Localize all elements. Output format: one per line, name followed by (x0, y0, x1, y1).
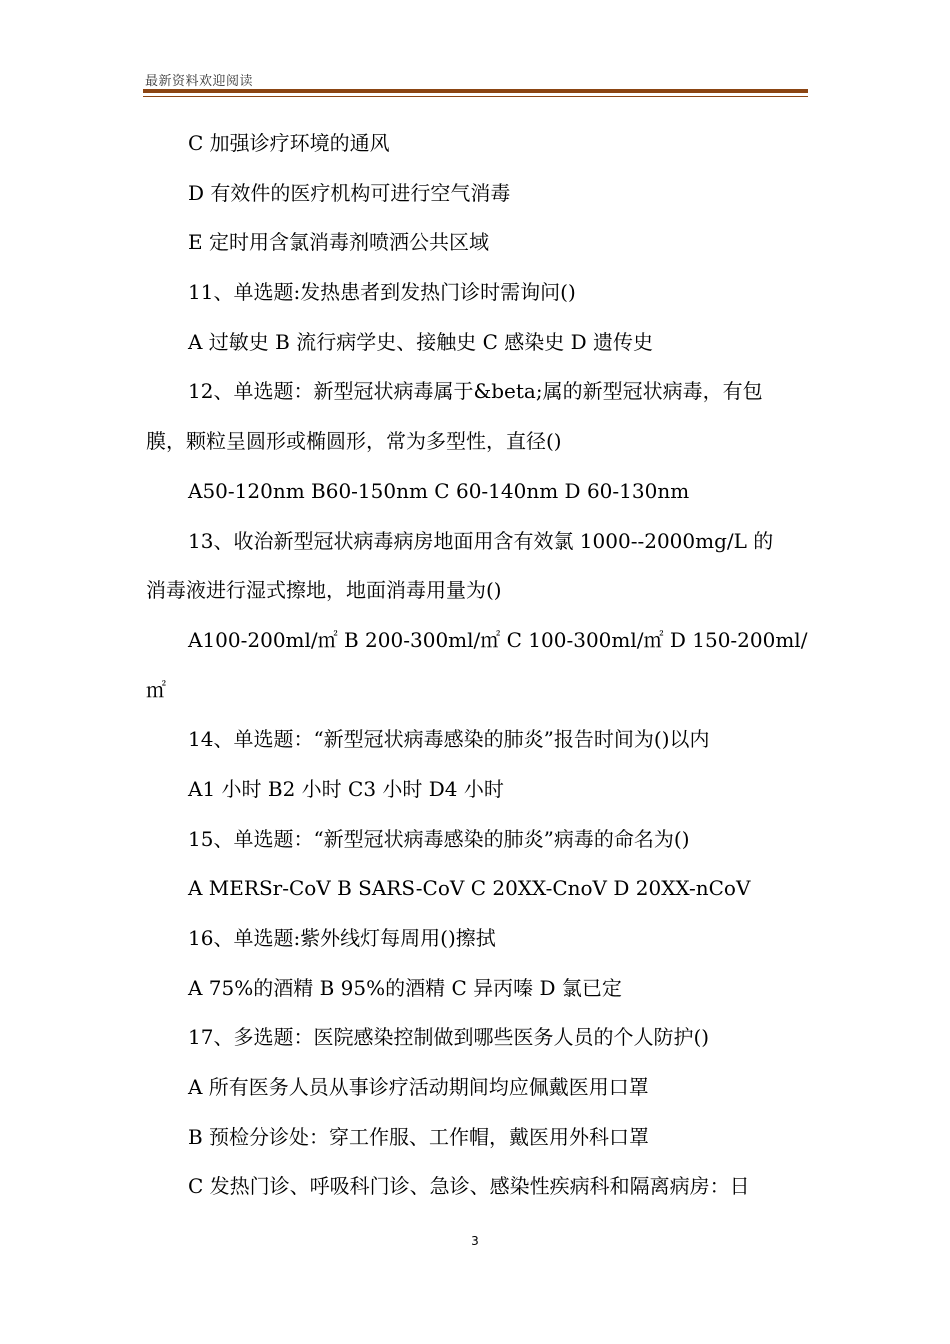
question-13-continued: 消毒液进行湿式擦地，地面消毒用量为() (146, 578, 502, 603)
question-15: 15、单选题：“新型冠状病毒感染的肺炎”病毒的命名为() (188, 826, 690, 851)
question-17-option-c: C 发热门诊、呼吸科门诊、急诊、感染性疾病科和隔离病房：日 (188, 1174, 750, 1199)
header-rule-thin (143, 96, 808, 97)
question-13-options: A100-200ml/㎡ B 200-300ml/㎡ C 100-300ml/㎡ D 150-200ml/ (188, 627, 808, 652)
header-rule-thick (143, 89, 808, 93)
text-line: C 加强诊疗环境的通风 (188, 131, 390, 155)
question-11-options: A 过敏史 B 流行病学史、接触史 C 感染史 D 遗传史 (188, 329, 653, 354)
text-line: D 有效件的医疗机构可进行空气消毒 (188, 180, 511, 205)
question-17-option-a: A 所有医务人员从事诊疗活动期间均应佩戴医用口罩 (188, 1075, 649, 1100)
question-17: 17、多选题：医院感染控制做到哪些医务人员的个人防护() (188, 1025, 710, 1050)
question-14-options: A1 小时 B2 小时 C3 小时 D4 小时 (188, 776, 504, 801)
page-header-text: 最新资料欢迎阅读 (145, 74, 254, 89)
question-16-options: A 75%的酒精 B 95%的酒精 C 异丙嗪 D 氯已定 (188, 975, 622, 1000)
question-11: 11、单选题:发热患者到发热门诊时需询问() (188, 280, 576, 305)
page-number: 3 (471, 1234, 479, 1248)
question-15-options: A MERSr-CoV B SARS-CoV C 20XX-CnoV D 20XX-nCoV (188, 876, 751, 901)
question-12-continued: 膜，颗粒呈圆形或椭圆形，常为多型性，直径() (146, 429, 562, 454)
question-13: 13、收治新型冠状病毒病房地面用含有效氯 1000--2000mg/L 的 (188, 528, 774, 553)
text-line: E 定时用含氯消毒剂喷洒公共区域 (188, 230, 489, 255)
question-17-option-b: B 预检分诊处：穿工作服、工作帽，戴医用外科口罩 (188, 1124, 650, 1149)
question-14: 14、单选题：“新型冠状病毒感染的肺炎”报告时间为()以内 (188, 727, 710, 752)
document-body (146, 119, 806, 1212)
question-13-options-continued: ㎡ (146, 677, 166, 702)
question-12-options: A50-120nm B60-150nm C 60-140nm D 60-130nm (188, 478, 690, 503)
question-12: 12、单选题：新型冠状病毒属于&beta;属的新型冠状病毒，有包 (188, 379, 763, 404)
question-16: 16、单选题:紫外线灯每周用()擦拭 (188, 926, 496, 950)
